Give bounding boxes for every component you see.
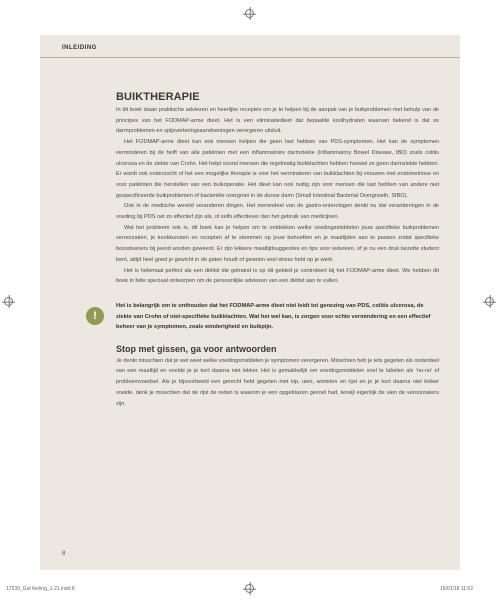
registration-mark-left <box>4 297 13 306</box>
page <box>40 35 460 570</box>
registration-mark-right <box>485 297 494 306</box>
callout-box <box>93 301 439 333</box>
paragraph-2: Het FODMAP-arme dieet kan ook mensen helpen die geen last hebben van PDS-symptomen. Het kan de symptomen verminderen bij de helft van alle patiënten met een inflammatoire darmziekte (Inflammatory Bowel Disease, IBD) zoals colitis ulcerosa en de ziekte van Crohn. Het helpt vooral mensen die regelmatig buikklachten hebben hoewel ze geen darmziekte hebben. Er wordt ook onderzocht of het een mogelijke therapie is voor het verminderen van buikklachten bij vrouwen met endometriose en voor patiënten die herstellen van een buikoperatie. Het dieet kan ook nuttig zijn voor mensen die last hebben van andere niet gespecificeerde buikproblemen of bacteriële overgroei in de dunne darm (Small Intestinal Bacterial Overgrowth, SIBO). <box>116 139 439 199</box>
content-column <box>93 91 439 409</box>
paragraph-1: In dit boek staan praktische adviezen en heerlijke recepten om je te helpen bij de aanpak van je buikproblemen met behulp van de principes van het FODMAP-arme dieet. Het is een eliminatiedieet dat bepaalde koolhydraten waarvan bekend is dat ze darmproblemen en spijsverteringsaandoeningen verergeren uitsluit. <box>116 107 439 135</box>
section-title: BUIKTHERAPIE <box>116 91 200 103</box>
registration-mark-top <box>245 9 254 18</box>
subheading: Stop met gissen, ga voor antwoorden <box>116 343 277 354</box>
paragraph-5: Het is helemaal perfect als een diëtist die getraind is op dit gebied je controleert bij het FODMAP-arme dieet. We hebben dit boek in feite speciaal ontworpen om de persoonlijke adviezen van een diëtist aan te vullen. <box>116 267 439 285</box>
file-slug: 17239_Gut feeling_1-21.indd 8 <box>6 586 75 592</box>
paragraph-3: Ook in de medische wereld veranderen dingen. Het merendeel van de gastro-enterologen denkt nu dat veranderingen in de voeding bij PDS net zo effectief zijn als, of zelfs effectiever dan het gebruik van medicijnen. <box>116 203 439 221</box>
page-number: 8 <box>62 551 66 557</box>
date-slug: 16/01/18 11:52 <box>440 586 473 592</box>
header-rule <box>40 57 460 58</box>
exclamation-icon: ! <box>86 307 104 325</box>
callout-text: Het is belangrijk om te onthouden dat het FODMAP-arme dieet niet leidt tot genezing van PDS, colitis ulcerosa, de ziekte van Crohn of niet-specifieke buikklachten. Wat het wel kan, is zorgen voor echte vermindering en een effectief beheer van je symptomen, zoals winderigheid en buikpijn. <box>116 302 431 331</box>
registration-mark-bottom <box>245 584 254 593</box>
running-header: INLEIDING <box>62 45 97 51</box>
sub-paragraph: Je denkt misschien dat je wel weet welke voedingsmiddelen je symptomen verergeren. Misschien heb je iets gegeten als onderdeel van een maaltijd en voelde je je kort daarna niet lekker. Het is gemakkelijk om voedingsmiddelen snel te labelen als ‘no-no’ of probleemvoedsel. Als je bijvoorbeeld een gerecht hebt gegeten met kip, uien, wortelen en rijst en je je kort daarna niet lekker voelde, denk je misschien dat de rijst de reden is waarom je een opgeblazen gevoel had, terwijl eigenlijk de uien de veroorzakers zijn. <box>116 357 439 407</box>
paragraph-4: Wat het probleem ook is, dit boek kan je helpen om te ontdekken welke voedingsmiddelen jouw specifieke buikproblemen veroorzaken, je kookkunsten en recepten af te stemmen op jouw behoeften en je maaltijden aan te passen zodat specifieke boosdoeners bij jeend worden geweerd. Er zijn lekkere maaltijdsuggesties en tips voor iedereen, of je nu een druk bezette student bent, altijd heel goed je gewicht in de gaten houdt of gewoon veel stress hebt op je werk. <box>116 224 439 263</box>
